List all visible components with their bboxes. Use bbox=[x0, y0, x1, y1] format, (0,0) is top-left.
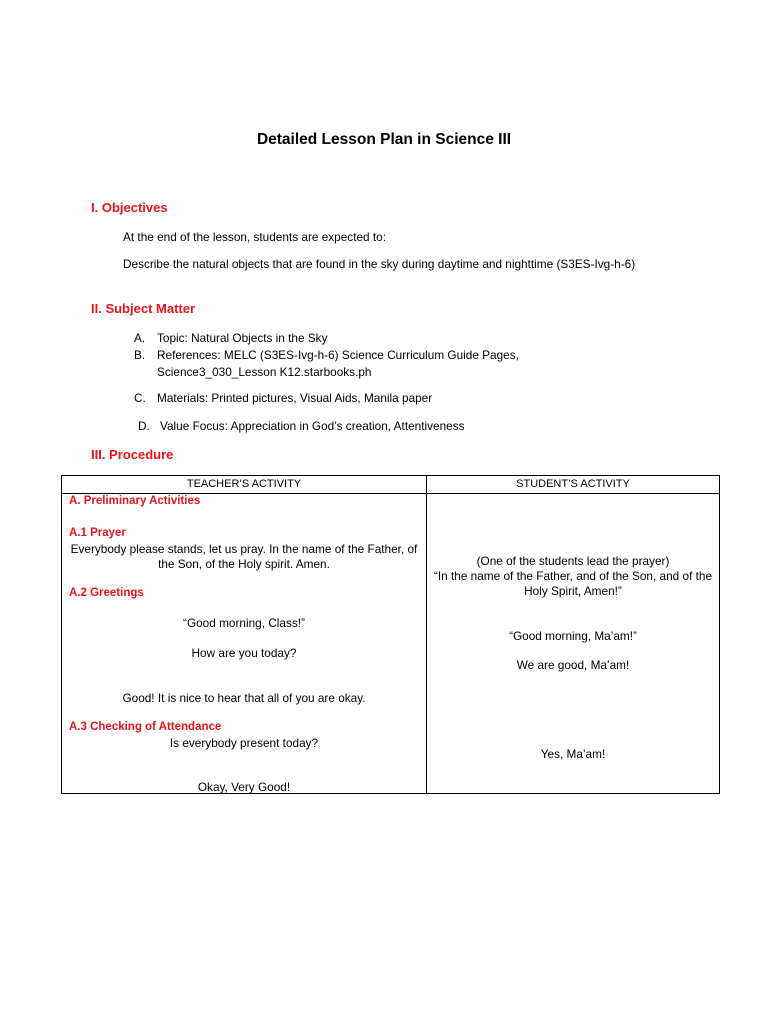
subject-item-value-focus: Value Focus: Appreciation in God’s creation, Attentiveness bbox=[160, 419, 465, 433]
subject-item-materials: Materials: Printed pictures, Visual Aids, Manila paper bbox=[157, 391, 433, 405]
procedure-heading: III. Procedure bbox=[91, 447, 174, 462]
student-prayer-1: (One of the students lead the prayer) bbox=[476, 554, 670, 568]
subject-matter-heading: II. Subject Matter bbox=[91, 301, 196, 316]
teacher-activity-header: TEACHER’S ACTIVITY bbox=[186, 478, 302, 490]
objectives-intro: At the end of the lesson, students are expected to: bbox=[123, 230, 386, 244]
prayer-heading: A.1 Prayer bbox=[69, 527, 126, 539]
subject-item-b-marker: B. bbox=[134, 348, 146, 362]
greetings-heading: A.2 Greetings bbox=[69, 587, 144, 599]
student-greeting-2: We are good, Ma’am! bbox=[516, 658, 630, 672]
student-greeting-1: “Good morning, Ma’am!” bbox=[509, 629, 637, 643]
teacher-greeting-2: How are you today? bbox=[191, 646, 297, 660]
student-attendance-1: Yes, Ma’am! bbox=[540, 747, 606, 761]
objectives-heading: I. Objectives bbox=[91, 200, 168, 215]
teacher-greeting-3: Good! It is nice to hear that all of you are okay. bbox=[122, 691, 366, 705]
document-title: Detailed Lesson Plan in Science III bbox=[256, 131, 512, 148]
subject-item-references: References: MELC (S3ES-Ivg-h-6) Science Curriculum Guide Pages, bbox=[157, 348, 519, 362]
attendance-heading: A.3 Checking of Attendance bbox=[69, 721, 222, 733]
teacher-greeting-1: “Good morning, Class!” bbox=[183, 616, 305, 630]
subject-item-references-cont: Science3_030_Lesson K12.starbooks.ph bbox=[157, 365, 372, 379]
subject-item-c-marker: C. bbox=[134, 391, 146, 405]
student-activity-header: STUDENT’S ACTIVITY bbox=[516, 478, 630, 490]
preliminary-activities-heading: A. Preliminary Activities bbox=[69, 495, 201, 507]
teacher-attendance-2: Okay, Very Good! bbox=[197, 780, 291, 794]
teacher-attendance-1: Is everybody present today? bbox=[169, 736, 319, 750]
subject-item-topic: Topic: Natural Objects in the Sky bbox=[157, 331, 328, 345]
subject-item-a-marker: A. bbox=[134, 331, 146, 345]
subject-item-d-marker: D. bbox=[138, 419, 150, 433]
teacher-prayer-text: Everybody please stands, let us pray. In the name of the Father, of the Son, of the Holy spirit. Amen. bbox=[70, 542, 418, 571]
student-prayer-2: “In the name of the Father, and of the Son, and of the Holy Spirit, Amen!” bbox=[433, 569, 713, 598]
header-divider bbox=[62, 493, 719, 494]
objectives-describe: Describe the natural objects that are found in the sky during daytime and nighttime (S3ES-Ivg-h-6) bbox=[123, 257, 636, 271]
procedure-table bbox=[61, 475, 720, 794]
